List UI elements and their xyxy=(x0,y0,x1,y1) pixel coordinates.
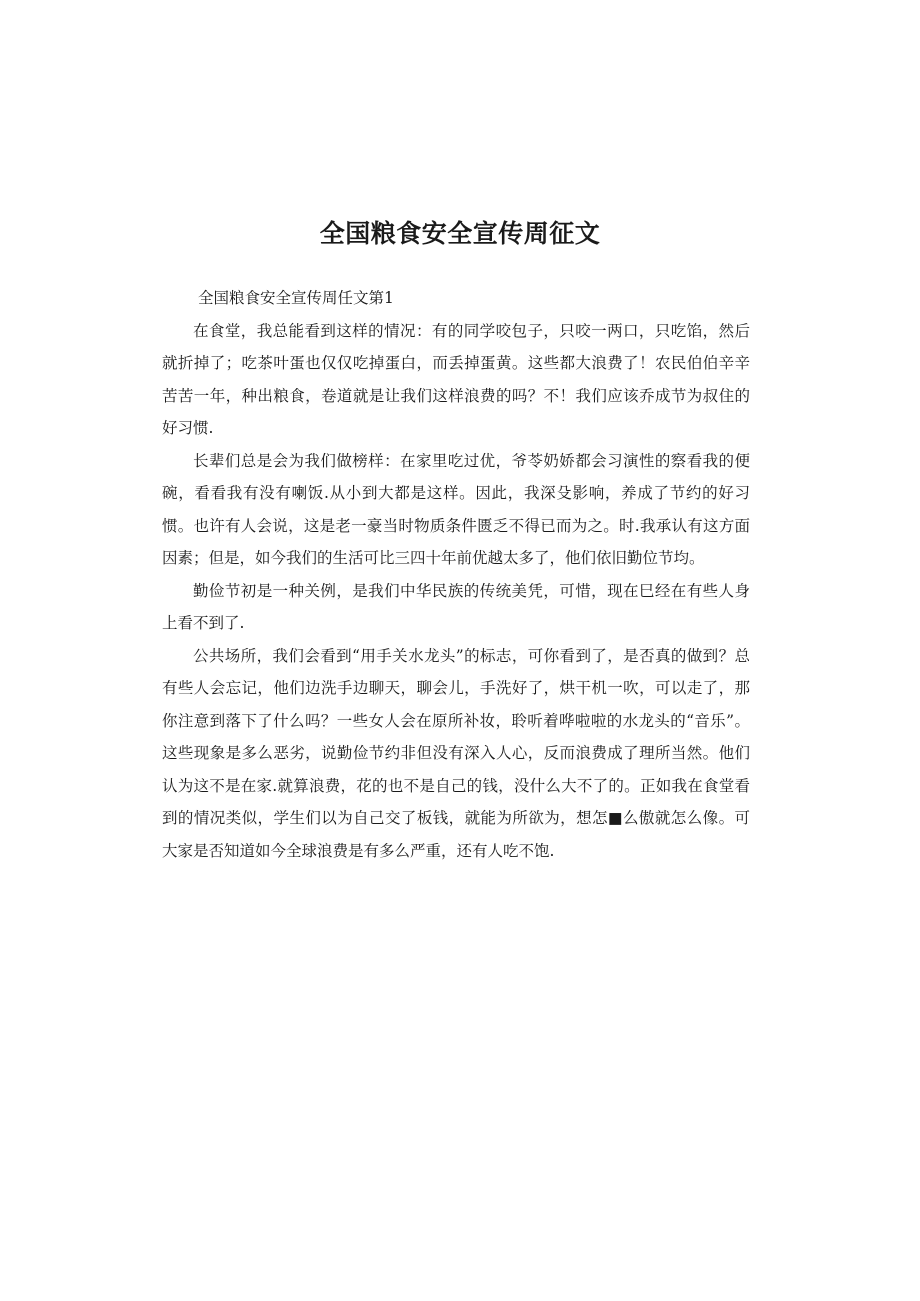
body-paragraph: 在食堂，我总能看到这样的情况：有的同学咬包子，只咬一两口，只吃馅，然后就折掉了；吃茶叶蛋也仅仅吃掉蛋白，而丢掉蛋黄。这些都大浪费了！农民伯伯辛辛苦苦一年，种出粮食，卷道就是让我们这样浪费的吗？不！我们应该乔成节为叔住的好习惯. xyxy=(162,321,750,437)
body-paragraph: 长辈们总是会为我们做榜样：在家里吃过优，爷苓奶娇都会习演性的察看我的便碗，看看我有没有喇饭.从小到大都是这样。因此，我深殳影响，养成了节约的好习惯。也许有人会说，这是老一豪当时物质条件匮乏不得已而为之。时.我承认有这方面因素；但是，如今我们的生活可比三四十年前优越太多了，他们依旧勤位节均。 xyxy=(162,451,750,567)
section-subheading: 全国粮食安全宣传周任文第1 xyxy=(198,289,394,307)
body-paragraph: 公共场所，我们会看到“用手关水龙头”的标志，可你看到了，是否真的做到？总有些人会忘记，他们边洗手边聊天，聊会儿，手洗好了，烘干机一吹，可以走了，那你注意到落下了什么吗？一些女人会在原所补妆，聆听着哗啦啦的水龙头的“音乐”。这些现象是多么恶劣，说勤俭节约非但没有深入人心，反而浪费成了理所当然。他们认为这不是在家.就算浪费，花的也不是自己的钱，没什么大不了的。正如我在食堂看到的情况类似，学生们以为自己交了板钱，就能为所欲为，想怎■么傲就怎么像。可大家是否知道如今全球浪费是有多么严重，还有人吃不饱. xyxy=(162,646,750,860)
document-title: 全国粮食安全宣传周征文 xyxy=(319,219,601,248)
document-body xyxy=(162,282,750,867)
body-paragraph: 勤俭节初是一种关例，是我们中华民族的传统美凭，可惜，现在巳经在有些人身上看不到了. xyxy=(162,581,750,632)
